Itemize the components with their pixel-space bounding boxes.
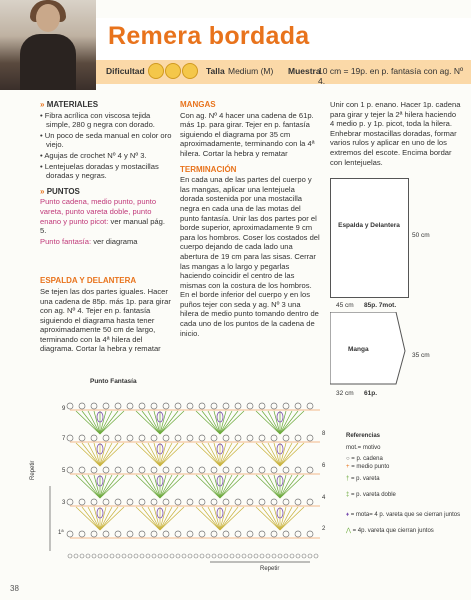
- stitch-fan-line: [88, 443, 100, 466]
- stitch-fan-line: [100, 443, 112, 466]
- chain-stitch-mark: [235, 531, 241, 537]
- chain-stitch-mark: [259, 499, 265, 505]
- foundation-chain-mark: [224, 554, 228, 558]
- chain-stitch-mark: [223, 403, 229, 409]
- foundation-chain-mark: [206, 554, 210, 558]
- foundation-chain-mark: [266, 554, 270, 558]
- stitch-fan-line: [196, 475, 220, 498]
- foundation-chain-mark: [74, 554, 78, 558]
- chain-stitch-mark: [199, 435, 205, 441]
- sleeve-height: 35 cm: [412, 352, 430, 359]
- chain-stitch-mark: [91, 435, 97, 441]
- chain-stitch-mark: [67, 435, 73, 441]
- page-number: 38: [10, 584, 19, 593]
- stitch-fan-line: [160, 507, 172, 530]
- column-3: [330, 100, 462, 168]
- chain-stitch-mark: [91, 531, 97, 537]
- talla-value: Medium (M): [228, 66, 274, 76]
- chain-stitch-mark: [283, 531, 289, 537]
- sleeve-schematic: [330, 312, 410, 386]
- stitch-fan-line: [160, 443, 184, 466]
- stitch-fan-line: [196, 507, 220, 530]
- foundation-chain-mark: [128, 554, 132, 558]
- chain-stitch-mark: [295, 403, 301, 409]
- stitch-fan-line: [256, 411, 280, 434]
- chain-stitch-mark: [187, 499, 193, 505]
- yarn-ball-icon: [165, 63, 181, 79]
- stitch-fan-line: [160, 443, 172, 466]
- column-1: » MATERIALES • Fibra acrílica con viscosa tejida simple, 280 g negra con dorado. • Un poco de seda manual en color oro viejo. • Agujas de crochet Nº 4 y Nº 3. • Lentejuelas doradas y mostacillas doradas y negras. » PUNTOS Punto cadena, medio punto, punto vareta, punto vareta doble, punto enano y punto picot: ver manual pág. 5. Punto fantasía: ver diagrama ESPALDA Y DELANTERA Se tejen las dos partes iguales. Hacer una cadena de 85p. más 1p. para girar con ag. Nº 4. Tejer en p. fantasía siguiendo el diagrama hasta tener aproximadamente 50 cm de largo, terminando con la 4ª hilera del diagrama. Cortar la hebra y rematar: [40, 100, 172, 354]
- chain-stitch-mark: [295, 499, 301, 505]
- stitch-fan-line: [280, 475, 292, 498]
- reference-item: = 4p. vareta que cierran juntos: [352, 528, 434, 534]
- row-number: 1ª: [58, 530, 64, 536]
- diagram-title: Punto Fantasía: [90, 378, 137, 385]
- chain-stitch-mark: [259, 435, 265, 441]
- muestra-value: 10 cm = 19p. en p. fantasía con ag. Nº 4.: [318, 66, 464, 86]
- stitch-fan-line: [148, 475, 160, 498]
- dificultad-label: Dificultad: [106, 66, 145, 76]
- stitch-fan-line: [280, 507, 304, 530]
- stitch-fan-line: [100, 411, 124, 434]
- row-number: 4: [322, 495, 326, 501]
- chain-stitch-mark: [91, 467, 97, 473]
- chain-stitch-mark: [223, 467, 229, 473]
- yarn-ball-icon: [182, 63, 198, 79]
- photo-head: [36, 4, 60, 32]
- puntos-ref: ver manual pág. 5.: [40, 216, 165, 236]
- chain-stitch-mark: [211, 403, 217, 409]
- stitch-fan-line: [136, 507, 160, 530]
- chain-stitch-mark: [115, 467, 121, 473]
- reference-item: = p. vareta: [351, 476, 380, 482]
- foundation-chain-mark: [248, 554, 252, 558]
- stitch-fan-line: [100, 411, 112, 434]
- chain-stitch-mark: [139, 531, 145, 537]
- stitch-fan-line: [196, 411, 220, 434]
- row-number: 3: [62, 500, 66, 506]
- materiales-heading: MATERIALES: [46, 100, 99, 109]
- foundation-chain-mark: [92, 554, 96, 558]
- chain-stitch-mark: [103, 403, 109, 409]
- chain-stitch-mark: [187, 435, 193, 441]
- stitch-fan-line: [220, 475, 244, 498]
- chain-stitch-mark: [259, 467, 265, 473]
- foundation-chain-mark: [194, 554, 198, 558]
- stitch-fan-line: [136, 443, 160, 466]
- chain-stitch-mark: [175, 499, 181, 505]
- chain-stitch-mark: [247, 531, 253, 537]
- chain-stitch-mark: [211, 435, 217, 441]
- chain-stitch-mark: [115, 403, 121, 409]
- chain-stitch-mark: [211, 531, 217, 537]
- chain-stitch-mark: [199, 531, 205, 537]
- terminacion-heading: TERMINACIÓN: [180, 164, 237, 174]
- chain-stitch-mark: [187, 531, 193, 537]
- foundation-chain-mark: [284, 554, 288, 558]
- stitch-fan-line: [220, 507, 244, 530]
- chain-stitch-mark: [139, 467, 145, 473]
- repetir-left-label: Repetir: [30, 460, 36, 480]
- stitch-fan-line: [256, 475, 280, 498]
- chain-stitch-mark: [235, 435, 241, 441]
- material-item: • Un poco de seda manual en color oro viejo.: [40, 130, 172, 150]
- foundation-chain-mark: [80, 554, 84, 558]
- foundation-chain-mark: [122, 554, 126, 558]
- chain-stitch-mark: [283, 467, 289, 473]
- column-2: [180, 100, 320, 339]
- row-number: 7: [62, 436, 66, 442]
- chain-stitch-mark: [79, 531, 85, 537]
- chain-stitch-mark: [295, 531, 301, 537]
- chain-stitch-mark: [127, 435, 133, 441]
- stitch-fan-line: [136, 475, 160, 498]
- reference-item: = medio punto: [351, 464, 390, 470]
- stitch-fan-line: [268, 475, 280, 498]
- chain-stitch-mark: [307, 435, 313, 441]
- chain-stitch-mark: [307, 531, 313, 537]
- chain-stitch-mark: [139, 403, 145, 409]
- chain-stitch-mark: [175, 403, 181, 409]
- photo-garment: [20, 34, 76, 90]
- stitch-fan-line: [88, 507, 100, 530]
- stitch-fan-line: [268, 507, 280, 530]
- chain-stitch-mark: [235, 403, 241, 409]
- stitch-fan-line: [280, 443, 292, 466]
- chain-stitch-mark: [79, 435, 85, 441]
- stitch-fan-line: [76, 507, 100, 530]
- material-item: • Agujas de crochet Nº 4 y Nº 3.: [40, 150, 147, 160]
- chain-stitch-mark: [175, 467, 181, 473]
- chain-stitch-mark: [271, 467, 277, 473]
- chain-stitch-mark: [235, 499, 241, 505]
- stitch-fan-line: [256, 507, 280, 530]
- chain-stitch-mark: [103, 467, 109, 473]
- mangas-text: Con ag. Nº 4 hacer una cadena de 61p. más 1p. para girar. Tejer en p. fantasía siguiendo el diagrama por 35 cm aproximadamente, terminando con la 4ª hilera. Cortar la hebra y rematar: [180, 110, 315, 158]
- row-number: 5: [62, 468, 66, 474]
- chain-stitch-mark: [223, 435, 229, 441]
- page-title: Remera bordada: [108, 22, 310, 50]
- row-number: 2: [322, 526, 326, 532]
- foundation-chain-mark: [86, 554, 90, 558]
- chain-stitch-mark: [79, 467, 85, 473]
- foundation-chain-mark: [254, 554, 258, 558]
- stitch-fan-line: [76, 475, 100, 498]
- foundation-chain-mark: [200, 554, 204, 558]
- foundation-chain-mark: [182, 554, 186, 558]
- foundation-chain-mark: [236, 554, 240, 558]
- stitch-fan-line: [220, 507, 232, 530]
- chain-stitch-mark: [271, 403, 277, 409]
- chain-stitch-mark: [151, 435, 157, 441]
- chain-stitch-mark: [187, 467, 193, 473]
- chain-stitch-mark: [247, 435, 253, 441]
- repetir-bottom-label: Repetir: [260, 566, 280, 572]
- chain-stitch-mark: [247, 467, 253, 473]
- stitch-fan-line: [220, 443, 244, 466]
- stitch-fan-line: [280, 507, 292, 530]
- stitch-fan-line: [100, 475, 124, 498]
- body-width: 45 cm: [336, 302, 354, 309]
- stitch-fan-line: [148, 507, 160, 530]
- stitch-fan-line: [160, 411, 184, 434]
- sleeve-schematic-label: Manga: [348, 346, 369, 353]
- mangas-heading: MANGAS: [180, 100, 216, 109]
- stitch-fan-line: [208, 411, 220, 434]
- chain-stitch-mark: [307, 403, 313, 409]
- legend-references: Referencias mot.= motivo ○ = p. cadena + = medio punto † = p. vareta ‡ = p. vareta doble ♦ = mota= 4 p. vareta que se cierran juntos ⋀ = 4p. vareta que cierran juntos: [346, 432, 466, 535]
- stitch-fan-line: [268, 411, 280, 434]
- stitch-fan-line: [76, 443, 100, 466]
- foundation-chain-mark: [212, 554, 216, 558]
- stitch-fan-line: [280, 411, 304, 434]
- foundation-chain-mark: [278, 554, 282, 558]
- stitch-fan-line: [88, 475, 100, 498]
- foundation-chain-mark: [110, 554, 114, 558]
- chain-stitch-mark: [127, 403, 133, 409]
- punto-fantasia-ref: ver diagrama: [93, 236, 138, 246]
- foundation-chain-mark: [302, 554, 306, 558]
- foundation-chain-mark: [98, 554, 102, 558]
- chain-stitch-mark: [163, 403, 169, 409]
- chain-stitch-mark: [79, 499, 85, 505]
- talla-label: Talla: [206, 66, 225, 76]
- chain-stitch-mark: [271, 435, 277, 441]
- row-number: 9: [62, 406, 66, 412]
- chain-stitch-mark: [283, 435, 289, 441]
- chain-stitch-mark: [307, 499, 313, 505]
- chain-stitch-mark: [103, 531, 109, 537]
- stitch-fan-line: [268, 443, 280, 466]
- chain-stitch-mark: [307, 467, 313, 473]
- foundation-chain-mark: [134, 554, 138, 558]
- chain-stitch-mark: [283, 499, 289, 505]
- foundation-chain-mark: [152, 554, 156, 558]
- stitch-fan-line: [160, 475, 184, 498]
- row-number: 6: [322, 463, 326, 469]
- stitch-fan-line: [220, 411, 244, 434]
- chain-stitch-mark: [151, 499, 157, 505]
- foundation-chain-mark: [308, 554, 312, 558]
- body-height: 50 cm: [412, 232, 430, 239]
- foundation-chain-mark: [314, 554, 318, 558]
- chain-stitch-mark: [163, 531, 169, 537]
- punto-fantasia-label: Punto fantasía:: [40, 236, 92, 246]
- stitch-fan-line: [220, 443, 232, 466]
- material-item: • Lentejuelas doradas y mostacillas doradas y negras.: [40, 161, 159, 181]
- sleeve-stitches: 61p.: [364, 390, 378, 397]
- stitch-fan-line: [88, 411, 100, 434]
- stitch-fan-line: [160, 507, 184, 530]
- chain-stitch-mark: [103, 435, 109, 441]
- chain-stitch-mark: [151, 467, 157, 473]
- stitch-fan-line: [280, 411, 292, 434]
- chain-stitch-mark: [271, 499, 277, 505]
- reference-item: = p. cadena: [351, 456, 383, 462]
- foundation-chain-mark: [230, 554, 234, 558]
- chain-stitch-mark: [151, 403, 157, 409]
- col3-text: Unir con 1 p. enano. Hacer 1p. cadena para girar y tejer la 2ª hilera haciendo 4 medio p. y 1p. picot, toda la hilera. Enhebrar mostacillas doradas, formar varios rulos y aplicar en uno de los extremos del escote. Encima bordar con lentejuelas.: [330, 100, 461, 167]
- foundation-chain-mark: [242, 554, 246, 558]
- stitch-fan-line: [196, 443, 220, 466]
- stitch-fan-line: [160, 475, 172, 498]
- chain-stitch-mark: [79, 403, 85, 409]
- espalda-text: Se tejen las dos partes iguales. Hacer una cadena de 85p. más 1p. para girar con ag. Nº 4. Tejer en p. fantasía siguiendo el diagrama hasta tener aproximadamente 50 cm de largo, terminando con la 4ª hilera del diagrama. Cortar la hebra y rematar: [40, 286, 171, 354]
- chain-stitch-mark: [259, 531, 265, 537]
- foundation-chain-mark: [176, 554, 180, 558]
- foundation-chain-mark: [296, 554, 300, 558]
- muestra-label: Muestra: [288, 66, 321, 76]
- foundation-chain-mark: [218, 554, 222, 558]
- references-heading: Referencias: [346, 433, 381, 439]
- chain-stitch-mark: [67, 531, 73, 537]
- chain-stitch-mark: [91, 403, 97, 409]
- stitch-fan-line: [76, 411, 100, 434]
- foundation-chain-mark: [290, 554, 294, 558]
- chain-stitch-mark: [211, 467, 217, 473]
- yarn-ball-icon: [148, 63, 164, 79]
- chain-stitch-mark: [127, 531, 133, 537]
- model-photo: [0, 0, 96, 90]
- chain-stitch-mark: [283, 403, 289, 409]
- chain-stitch-mark: [115, 435, 121, 441]
- stitch-fan-line: [100, 443, 124, 466]
- row-number: 8: [322, 431, 326, 437]
- foundation-chain-mark: [140, 554, 144, 558]
- chain-stitch-mark: [115, 499, 121, 505]
- chain-stitch-mark: [211, 499, 217, 505]
- foundation-chain-mark: [68, 554, 72, 558]
- chain-stitch-mark: [271, 531, 277, 537]
- chain-stitch-mark: [199, 403, 205, 409]
- chain-stitch-mark: [151, 531, 157, 537]
- terminacion-text: En cada una de las partes del cuerpo y las mangas, aplicar una lentejuela dorada sostenida por una mostacilla negra en cada una de las motas del punto fantasía. Unir las dos partes por el borde superior, aproximadamente 9 cm para los hombros. Coser los costados del cuerpo dejando de cada lado una abertura de 19 cm para las sisas. Cerrar las mangas a lo largo y pegarlas haciendo coincidir el centro de las mismas con la costura de los hombros. En el borde inferior del cuerpo y en los puños tejer con seda y ag. Nº 3 una hilera de medio punto tomando dentro de cada uno de los puntos de la cadena de inicio.: [180, 175, 320, 338]
- chain-stitch-mark: [139, 499, 145, 505]
- foundation-chain-mark: [158, 554, 162, 558]
- chain-stitch-mark: [67, 467, 73, 473]
- chain-stitch-mark: [163, 499, 169, 505]
- puntos-text: Punto cadena, medio punto, punto vareta, punto vareta doble, punto enano y punto picot:: [40, 197, 157, 226]
- foundation-chain-mark: [170, 554, 174, 558]
- sleeve-width: 32 cm: [336, 390, 354, 397]
- chain-stitch-mark: [115, 531, 121, 537]
- chain-stitch-mark: [175, 531, 181, 537]
- stitch-fan-line: [220, 411, 232, 434]
- stitch-fan-line: [208, 507, 220, 530]
- foundation-chain-mark: [272, 554, 276, 558]
- chain-stitch-mark: [187, 403, 193, 409]
- chain-stitch-mark: [127, 499, 133, 505]
- chain-stitch-mark: [259, 403, 265, 409]
- chain-stitch-mark: [175, 435, 181, 441]
- chain-stitch-mark: [67, 403, 73, 409]
- chain-stitch-mark: [247, 499, 253, 505]
- material-item: • Fibra acrílica con viscosa tejida simple, 280 g negra con dorado.: [40, 110, 155, 130]
- chain-stitch-mark: [295, 435, 301, 441]
- chain-stitch-mark: [67, 499, 73, 505]
- chain-stitch-mark: [199, 499, 205, 505]
- reference-item: mot.= motivo: [346, 445, 381, 451]
- stitch-fan-line: [148, 443, 160, 466]
- stitch-fan-line: [148, 411, 160, 434]
- chain-stitch-mark: [235, 467, 241, 473]
- stitch-fan-line: [208, 443, 220, 466]
- puntos-heading: PUNTOS: [46, 186, 80, 196]
- stitch-fan-line: [280, 475, 304, 498]
- stitch-fan-line: [160, 411, 172, 434]
- crochet-diagram: [40, 386, 340, 566]
- chain-stitch-mark: [223, 499, 229, 505]
- reference-item: = mota= 4 p. vareta que se cierran juntos: [350, 512, 461, 518]
- foundation-chain-mark: [116, 554, 120, 558]
- reference-item: = p. vareta doble: [351, 492, 396, 498]
- stitch-fan-line: [256, 443, 280, 466]
- chain-stitch-mark: [163, 467, 169, 473]
- chain-stitch-mark: [199, 467, 205, 473]
- stitch-fan-line: [100, 507, 112, 530]
- body-schematic: [330, 178, 409, 298]
- body-schematic-label: Espalda y Delantera: [338, 222, 400, 229]
- foundation-chain-mark: [188, 554, 192, 558]
- stitch-fan-line: [136, 411, 160, 434]
- stitch-fan-line: [220, 475, 232, 498]
- chain-stitch-mark: [247, 403, 253, 409]
- chain-stitch-mark: [295, 467, 301, 473]
- body-stitches: 85p. 7mot.: [364, 302, 397, 309]
- foundation-chain-mark: [260, 554, 264, 558]
- chain-stitch-mark: [127, 467, 133, 473]
- stitch-fan-line: [100, 507, 124, 530]
- stitch-fan-line: [100, 475, 112, 498]
- chain-stitch-mark: [91, 499, 97, 505]
- foundation-chain-mark: [146, 554, 150, 558]
- chain-stitch-mark: [163, 435, 169, 441]
- chain-stitch-mark: [103, 499, 109, 505]
- espalda-heading: ESPALDA Y DELANTERA: [40, 276, 137, 286]
- chain-stitch-mark: [139, 435, 145, 441]
- chain-stitch-mark: [223, 531, 229, 537]
- foundation-chain-mark: [104, 554, 108, 558]
- stitch-fan-line: [208, 475, 220, 498]
- stitch-fan-line: [280, 443, 304, 466]
- foundation-chain-mark: [164, 554, 168, 558]
